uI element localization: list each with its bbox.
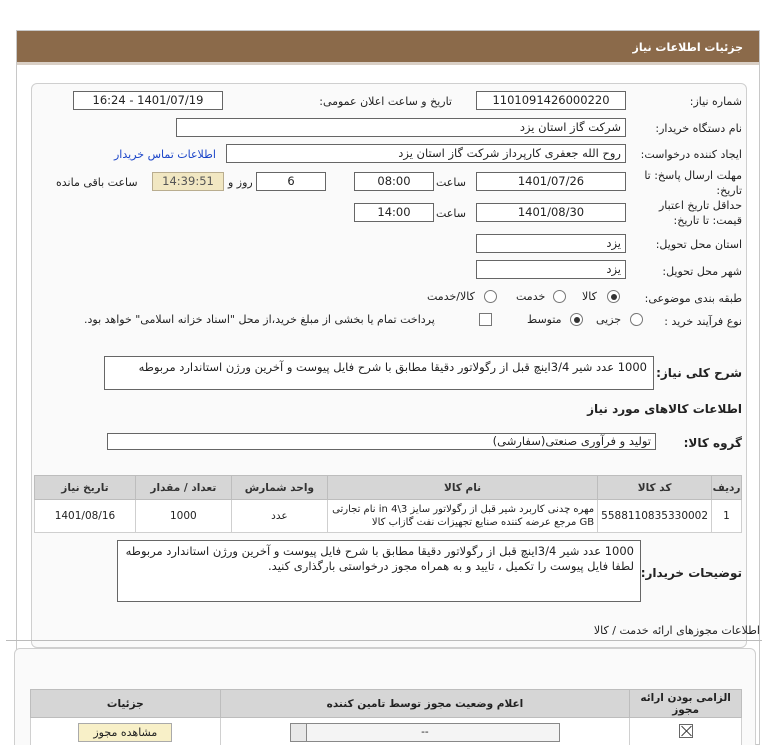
category-both-radio[interactable] bbox=[484, 290, 497, 303]
category-service-label: خدمت bbox=[516, 290, 546, 303]
process-label: نوع فرآیند خرید : bbox=[664, 315, 742, 328]
category-goods-label: کالا bbox=[582, 290, 597, 303]
table-row[interactable] bbox=[35, 500, 742, 533]
province-label: استان محل تحویل: bbox=[655, 238, 742, 251]
creator-label: ایجاد کننده درخواست: bbox=[640, 148, 742, 161]
need-number-field[interactable]: 1101091426000220 bbox=[476, 91, 626, 110]
province-field[interactable]: یزد bbox=[476, 234, 626, 253]
col-code: کد کالا bbox=[598, 476, 712, 500]
cell-date: 1401/08/16 bbox=[35, 500, 136, 533]
chevron-down-icon bbox=[291, 724, 307, 741]
validity-time-field[interactable]: 14:00 bbox=[354, 203, 434, 222]
page-title: جزئیات اطلاعات نیاز bbox=[632, 41, 743, 54]
buyer-notes-label: توضیحات خریدار: bbox=[640, 566, 742, 580]
permits-title: اطلاعات مجوزهای ارائه خدمت / کالا bbox=[593, 624, 760, 637]
process-medium-label: متوسط bbox=[527, 313, 562, 326]
cell-qty: 1000 bbox=[135, 500, 231, 533]
deadline-date-field[interactable]: 1401/07/26 bbox=[476, 172, 626, 191]
days-label: روز و bbox=[228, 176, 253, 189]
cell-code: 5588110835330002 bbox=[598, 500, 712, 533]
goods-group-label: گروه کالا: bbox=[683, 436, 742, 450]
col-qty: تعداد / مقدار bbox=[135, 476, 231, 500]
col-required: الزامی بودن ارائه مجوز bbox=[630, 690, 742, 718]
category-service-radio[interactable] bbox=[553, 290, 566, 303]
category-label: طبقه بندی موضوعی: bbox=[644, 292, 742, 305]
need-number-label: شماره نیاز: bbox=[689, 95, 742, 108]
summary-label: شرح کلی نیاز: bbox=[656, 366, 742, 380]
creator-field[interactable]: روح الله جعفری کارپرداز شرکت گاز استان یزد bbox=[226, 144, 626, 163]
buyer-org-label: نام دستگاه خریدار: bbox=[655, 122, 742, 135]
items-table bbox=[34, 475, 742, 533]
treasury-checkbox[interactable] bbox=[479, 313, 492, 326]
process-minor-radio[interactable] bbox=[630, 313, 643, 326]
treasury-note: پرداخت تمام یا بخشی از مبلغ خرید،از محل "اسناد خزانه اسلامی" خواهد بود. bbox=[84, 313, 435, 326]
permit-status-select[interactable] bbox=[290, 723, 560, 742]
col-status: اعلام وضعیت مجوز توسط تامین کننده bbox=[220, 690, 630, 718]
page-header bbox=[17, 31, 759, 65]
deadline-label: مهلت ارسال پاسخ: تا تاریخ: bbox=[644, 169, 742, 197]
permit-row bbox=[31, 718, 742, 745]
cell-unit: عدد bbox=[231, 500, 327, 533]
announce-label: تاریخ و ساعت اعلان عمومی: bbox=[319, 95, 452, 108]
process-medium-radio[interactable] bbox=[570, 313, 583, 326]
days-field[interactable]: 6 bbox=[256, 172, 326, 191]
cell-name: مهره چدنی کاربرد شیر قبل از رگولاتور سایز 3\4 in نام تجارتی GB مرجع عرضه کننده صنایع تجهیزات نفت گازاب کالا bbox=[327, 500, 597, 533]
validity-time-label: ساعت bbox=[436, 207, 466, 220]
col-row: ردیف bbox=[712, 476, 742, 500]
col-unit: واحد شمارش bbox=[231, 476, 327, 500]
city-label: شهر محل تحویل: bbox=[662, 265, 742, 278]
col-date: تاریخ نیاز bbox=[35, 476, 136, 500]
summary-text: 1000 عدد شیر 3/4اینچ قبل از رگولاتور دقیقا مطابق با شرح فایل پیوست و آخرین ورژن استاندارد مربوطه bbox=[104, 356, 654, 390]
category-goods-radio[interactable] bbox=[607, 290, 620, 303]
remaining-time-field: 14:39:51 bbox=[152, 172, 224, 191]
contact-buyer-link[interactable]: اطلاعات تماس خریدار bbox=[114, 148, 216, 161]
required-checkbox bbox=[679, 724, 693, 738]
goods-info-title: اطلاعات کالاهای مورد نیاز bbox=[587, 402, 742, 416]
permit-status-value: -- bbox=[421, 726, 429, 738]
goods-group-field[interactable]: تولید و فرآوری صنعتی(سفارشی) bbox=[107, 433, 656, 450]
validity-label: حداقل تاریخ اعتبار قیمت: تا تاریخ: bbox=[658, 199, 742, 227]
col-name: نام کالا bbox=[327, 476, 597, 500]
buyer-org-field[interactable]: شرکت گاز استان یزد bbox=[176, 118, 626, 137]
category-both-label: کالا/خدمت bbox=[427, 290, 475, 303]
cell-row: 1 bbox=[712, 500, 742, 533]
deadline-time-field[interactable]: 08:00 bbox=[354, 172, 434, 191]
section-divider bbox=[6, 640, 762, 641]
view-permit-button[interactable]: مشاهده مجوز bbox=[78, 723, 172, 742]
process-minor-label: جزیی bbox=[596, 313, 622, 326]
deadline-time-label: ساعت bbox=[436, 176, 466, 189]
buyer-notes-text: 1000 عدد شیر 3/4اینچ قبل از رگولاتور دقیقا مطابق با شرح فایل پیوست و آخرین ورژن استاندارد مربوطه لطفا فایل پیوست را تکمیل ، تایید و به همراه مجوز درخواستی بارگذاری کنید. bbox=[117, 540, 641, 602]
validity-date-field[interactable]: 1401/08/30 bbox=[476, 203, 626, 222]
announce-field[interactable]: 1401/07/19 - 16:24 bbox=[73, 91, 223, 110]
col-details: جزئیات bbox=[31, 690, 221, 718]
remaining-label: ساعت باقی مانده bbox=[56, 176, 138, 189]
city-field[interactable]: یزد bbox=[476, 260, 626, 279]
permits-table bbox=[30, 689, 742, 745]
